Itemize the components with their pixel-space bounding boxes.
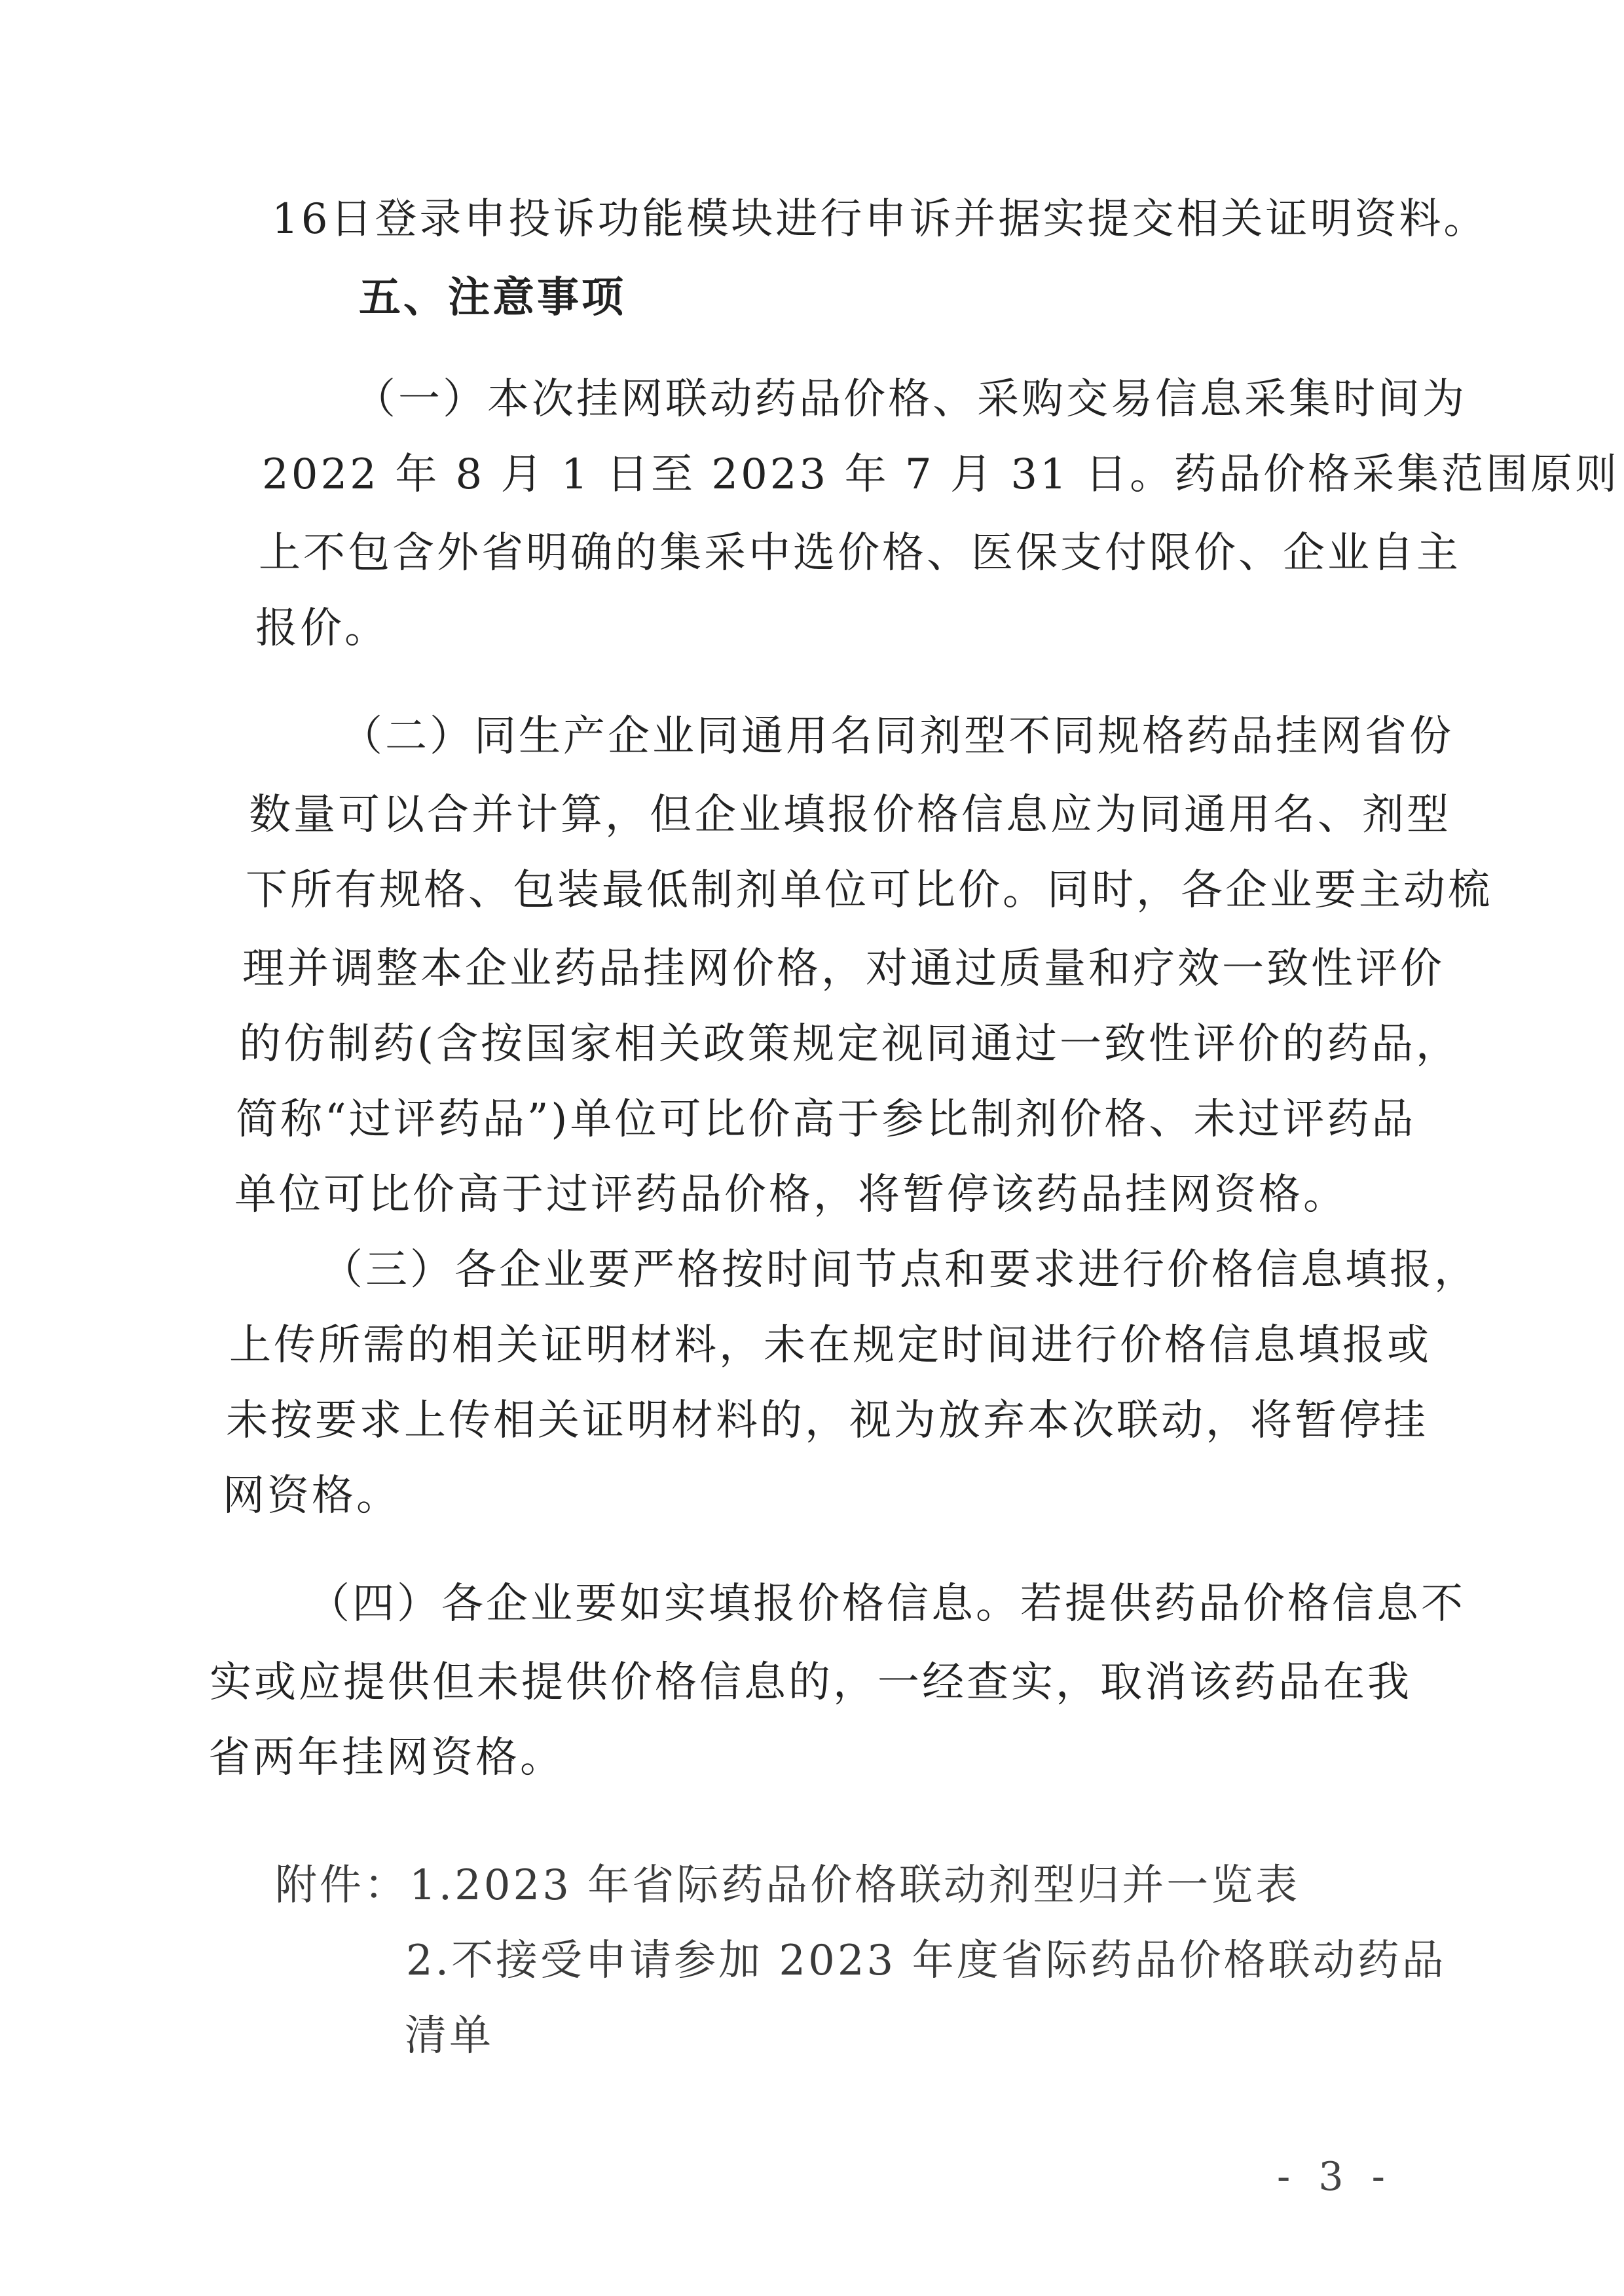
item-3-line-3: 未按要求上传相关证明材料的，视为放弃本次联动，将暂停挂 [226, 1396, 1428, 1445]
item-2-line-4: 理并调整本企业药品挂网价格，对通过质量和疗效一致性评价 [242, 945, 1445, 993]
item-1-line-2: 2022 年 8 月 1 日至 2023 年 7 月 31 日。药品价格采集范围原则 [262, 450, 1620, 499]
attachments-label: 附件： [275, 1861, 409, 1910]
item-1-line-4: 报价。 [255, 604, 389, 653]
item-4-line-2: 实或应提供但未提供价格信息的，一经查实，取消该药品在我 [210, 1658, 1412, 1707]
item-3-line-2: 上传所需的相关证明材料，未在规定时间进行价格信息填报或 [229, 1321, 1431, 1370]
item-3-line-4: 网资格。 [223, 1472, 401, 1520]
continuation-line: 16日登录申投诉功能模块进行申诉并据实提交相关证明资料。 [272, 195, 1488, 244]
item-2-line-2: 数量可以合并计算，但企业填报价格信息应为同通用名、剂型 [249, 791, 1451, 839]
attachment-2-continued: 清单 [405, 2012, 494, 2060]
item-2-line-6: 简称“过评药品”)单位可比价高于参比制剂价格、未过评药品 [236, 1095, 1416, 1144]
item-4-line-1: （四）各企业要如实填报价格信息。若提供药品价格信息不 [308, 1580, 1466, 1628]
page-number: - 3 - [1277, 2154, 1393, 2200]
attachment-2: 2.不接受申请参加 2023 年度省际药品价格联动药品 [406, 1937, 1447, 1985]
item-2-line-1: （二）同生产企业同通用名同剂型不同规格药品挂网省份 [341, 712, 1454, 761]
attachment-1: 1.2023 年省际药品价格联动剂型归并一览表 [409, 1861, 1301, 1910]
item-4-line-3: 省两年挂网资格。 [208, 1734, 564, 1782]
item-1-line-3: 上不包含外省明确的集采中选价格、医保支付限价、企业自主 [259, 529, 1461, 577]
item-2-line-5: 的仿制药(含按国家相关政策规定视同通过一致性评价的药品， [239, 1020, 1460, 1068]
item-1-line-1: （一）本次挂网联动药品价格、采购交易信息采集时间为 [354, 375, 1467, 424]
item-2-line-7: 单位可比价高于过评药品价格，将暂停该药品挂网资格。 [234, 1171, 1348, 1219]
section-heading: 五、注意事项 [359, 274, 626, 322]
item-3-line-1: （三）各企业要严格按时间节点和要求进行价格信息填报， [321, 1246, 1479, 1294]
item-2-line-3: 下所有规格、包装最低制剂单位可比价。同时，各企业要主动梳 [246, 866, 1492, 915]
